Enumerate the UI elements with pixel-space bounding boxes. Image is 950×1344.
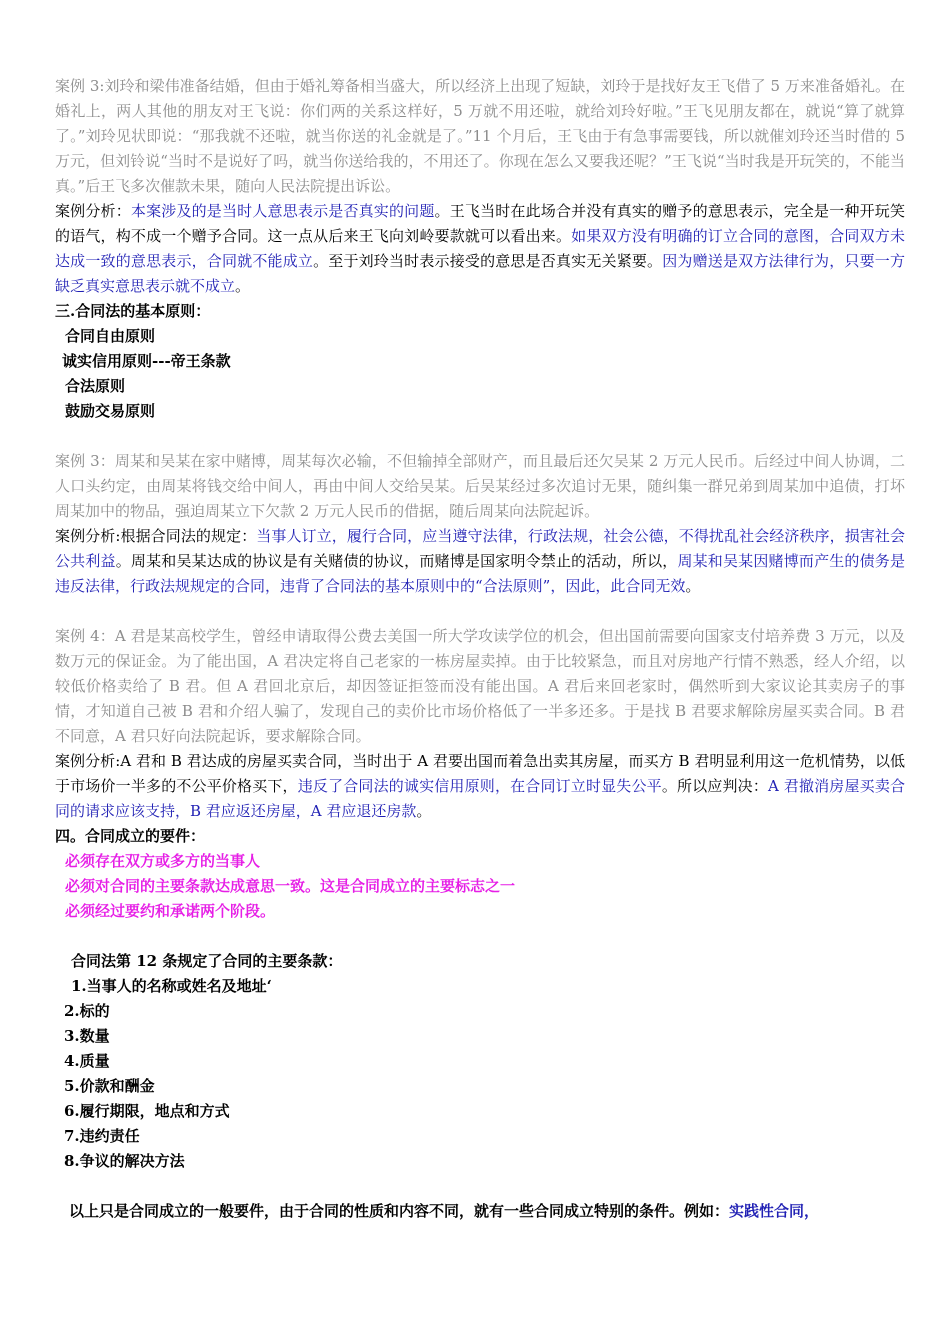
analysis-text: 。周某和吴某达成的协议是有关赌债的协议，而赌博是国家明令禁止的活动，所以， xyxy=(115,552,678,570)
analysis-highlight: 本案涉及的是当时人意思表示是否真实的问题 xyxy=(130,202,435,220)
clause-item: 1.当事人的名称或姓名及地址‘ xyxy=(71,977,272,995)
analysis-label: 案例分析: xyxy=(55,752,121,770)
clause-item: 2.标的 xyxy=(64,1002,110,1020)
section-4-heading: 四。合同成立的要件： xyxy=(55,827,206,845)
principle-item: 鼓励交易原则 xyxy=(65,402,156,420)
principle-item: 合法原则 xyxy=(65,377,126,395)
clause-item: 7.违约责任 xyxy=(64,1127,140,1145)
requirement-item: 必须存在双方或多方的当事人 xyxy=(65,852,261,870)
analysis-highlight: 违反了合同法的诚实信用原则，在合同订立时显失公平 xyxy=(297,777,662,795)
case-3-text: 案例 3:刘玲和梁伟准备结婚，但由于婚礼筹备相当盛大，所以经济上出现了短缺，刘玲于是找好友王飞借了 5 万来准备婚礼。在婚礼上，两人其他的朋友对王飞说：你们两的关系这样好，5 万就不用还啦，就给刘玲好啦。”王飞见朋友都在，就说“算了就算了。”刘玲见状即说：“那我就不还啦，就当你送的礼金就是了。”11 个月后，王飞由于有急事需要钱，所以就催刘玲还当时借的 5 万元，但刘铃说“当时不是说好了吗，就当你送给我的，不用还了。你现在怎么又要我还呢？”王飞说“当时我是开玩笑的，不能当真。”后王飞多次催款未果，随向人民法院提出诉讼。 xyxy=(55,77,905,195)
analysis-text: 。 xyxy=(685,577,701,595)
case-3b-text: 案例 3：周某和吴某在家中赌博，周某每次必输，不但输掉全部财产，而且最后还欠吴某 2 万元人民币。后经过中间人协调，二人口头约定，由周某将钱交给中间人，再由中间人交给吴某。后吴某经过多次追讨无果，随纠集一群兄弟到周某加中追债，打坏周某加中的物品，强迫周某立下欠款 2 万元人民币的借据，随后周某向法院起诉。 xyxy=(55,452,905,520)
analysis-label: 案例分析:根据合同法的规定： xyxy=(55,527,257,545)
case-3b-analysis xyxy=(55,524,905,599)
analysis-text: 。 xyxy=(416,802,432,820)
principle-item: 诚实信用原则---帝王条款 xyxy=(62,352,231,370)
analysis-text: 。所以应判决： xyxy=(661,777,769,795)
analysis-text: A 君和 B 君达成的房屋买卖合同，当时出于 A 君要出国而着急出卖其房屋，而买方 B 君明显利用这一危机情势，以低于市场价一半多的不公平价格买下， xyxy=(55,752,906,795)
analysis-highlight: A 君撤消房屋买卖合同的请求应该支持，B 君应返还房屋，A 君应退还房款 xyxy=(55,777,905,820)
closing-highlight: 实践性合同， xyxy=(729,1202,820,1220)
principle-item: 合同自由原则 xyxy=(65,327,156,345)
clause-item: 6.履行期限，地点和方式 xyxy=(64,1102,230,1120)
closing-paragraph xyxy=(55,1199,905,1224)
section-3-heading: 三.合同法的基本原则： xyxy=(55,302,211,320)
case-4-analysis xyxy=(55,749,905,824)
case-3-analysis xyxy=(55,199,905,299)
clause-item: 8.争议的解决方法 xyxy=(64,1152,185,1170)
analysis-text: 。至于刘玲当时表示接受的意思是否真实无关紧要。 xyxy=(313,252,663,270)
analysis-highlight: 周某和吴某因赌博而产生的债务是违反法律，行政法规规定的合同，违背了合同法的基本原则中的“合法原则”，因此，此合同无效 xyxy=(55,552,905,595)
analysis-highlight: 当事人订立，履行合同，应当遵守法律，行政法规，社会公德，不得扰乱社会经济秩序，损害社会公共利益 xyxy=(55,527,905,570)
analysis-highlight: 如果双方没有明确的订立合同的意图，合同双方未达成一致的意思表示，合同就不能成立 xyxy=(55,227,905,270)
closing-text: 以上只是合同成立的一般要件，由于合同的性质和内容不同，就有一些合同成立特别的条件。例如： xyxy=(69,1202,730,1220)
analysis-text: 。 xyxy=(235,277,251,295)
analysis-text: 。王飞当时在此场合并没有真实的赠予的意思表示，完全是一种开玩笑的语气，构不成一个赠予合同。这一点从后来王飞向刘岭要款就可以看出来。 xyxy=(55,202,905,245)
requirement-item: 必须对合同的主要条款达成意思一致。这是合同成立的主要标志之一 xyxy=(65,877,516,895)
clause-item: 5.价款和酬金 xyxy=(64,1077,155,1095)
document-page xyxy=(55,74,905,1224)
case-4-text: 案例 4：A 君是某高校学生，曾经申请取得公费去美国一所大学攻读学位的机会，但出国前需要向国家支付培养费 3 万元，以及数万元的保证金。为了能出国，A 君决定将自己老家的一栋房屋卖掉。由于比较紧急，而且对房地产行情不熟悉，经人介绍，以较低价格卖给了 B 君。但 A 君回北京后，却因签证拒签而没有能出国。A 君后来回老家时，偶然听到大家议论其卖房子的事情，才知道自己被 B 君和介绍人骗了，发现自己的卖价比市场价格低了一半多还多。于是找 B 君要求解除房屋买卖合同。B 君不同意，A 君只好向法院起诉，要求解除合同。 xyxy=(55,627,905,745)
clause-item: 3.数量 xyxy=(64,1027,110,1045)
clauses-intro: 合同法第 12 条规定了合同的主要条款： xyxy=(71,952,343,970)
analysis-highlight: 因为赠送是双方法律行为，只要一方缺乏真实意思表示就不成立 xyxy=(55,252,905,295)
clause-item: 4.质量 xyxy=(64,1052,110,1070)
analysis-label: 案例分析： xyxy=(55,202,131,220)
requirement-item: 必须经过要约和承诺两个阶段。 xyxy=(65,902,276,920)
